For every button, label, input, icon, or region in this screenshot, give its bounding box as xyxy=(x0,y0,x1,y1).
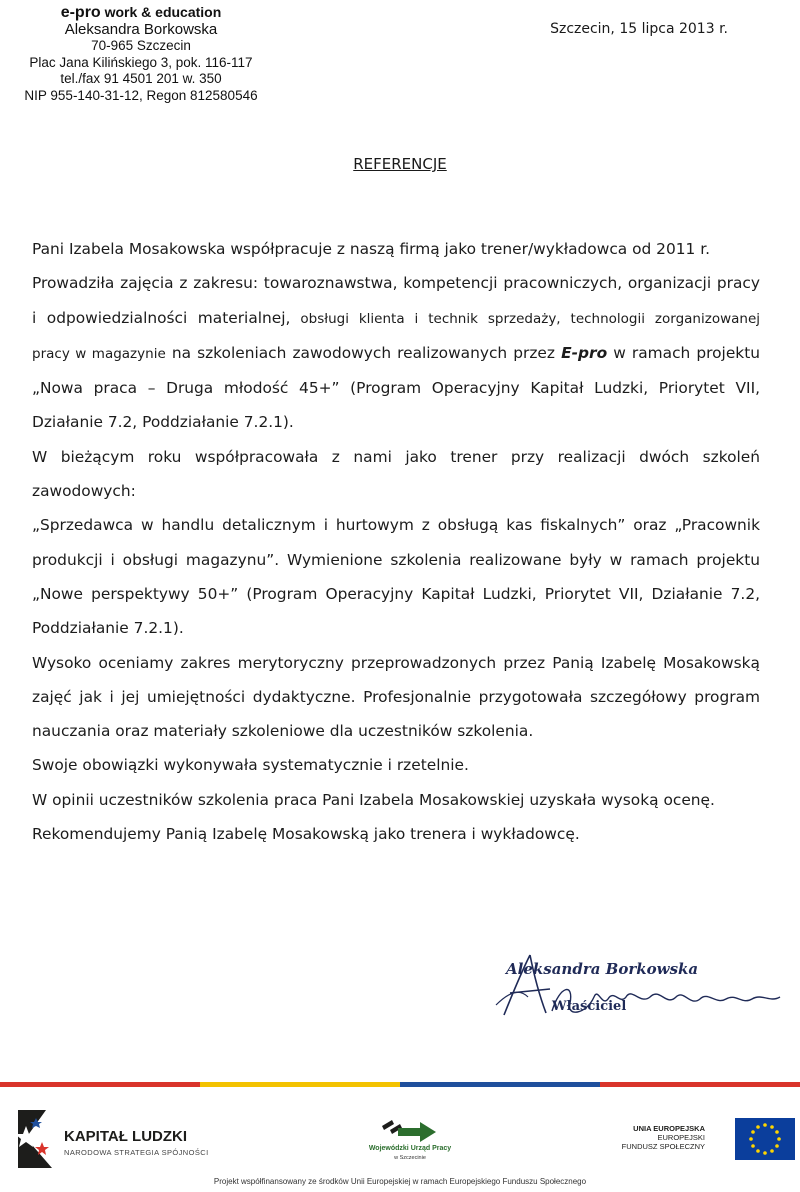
body-line: W bieżącym roku współpracowała z nami jako trener przy realizacji dwóch szkoleń xyxy=(32,447,760,466)
wup-name: Wojewódzki Urząd Pracy xyxy=(368,1145,452,1152)
wup-city: w Szczecinie xyxy=(394,1155,426,1161)
body-line: „Nowa praca – Druga młodość 45+” (Program Operacyjny Kapitał Ludzki, Priorytet VII, xyxy=(32,379,760,398)
body-line: Swoje obowiązki wykonywała systematycznie i rzetelnie. xyxy=(32,756,469,775)
color-segment xyxy=(200,1082,400,1087)
letterhead-ids: NIP 955-140-31-12, Regon 812580546 xyxy=(24,87,258,103)
body-line: zawodowych: xyxy=(32,482,136,501)
color-segment xyxy=(600,1082,800,1087)
eu-text xyxy=(622,1124,705,1151)
footer-cofinancing-note: Projekt współfinansowany ze środków Unii Europejskiej w ramach Europejskiego Funduszu Społecznego xyxy=(213,1177,587,1186)
body-line: nauczania oraz materiały szkoleniowe dla uczestników szkolenia. xyxy=(32,722,534,741)
letterhead-owner: Aleksandra Borkowska xyxy=(64,20,218,38)
body-line: Rekomendujemy Panią Izabelę Mosakowską jako trenera i wykładowcę. xyxy=(32,825,580,844)
letterhead-brand: e-pro work & education xyxy=(60,4,222,21)
body-line: Poddziałanie 7.2.1). xyxy=(32,619,184,638)
eu-union-label: UNIA EUROPEJSKA xyxy=(633,1124,705,1133)
kapital-ludzki-title: KAPITAŁ LUDZKI xyxy=(64,1128,188,1145)
epro-name: E-pro xyxy=(561,343,608,362)
body-line: produkcji i obsługi magazynu”. Wymienione szkolenia realizowane były w ramach projektu xyxy=(32,550,760,569)
kapital-ludzki-subtitle: NARODOWA STRATEGIA SPÓJNOŚCI xyxy=(64,1148,209,1157)
company-letterhead xyxy=(6,4,276,105)
body-line: „Nowe perspektywy 50+” (Program Operacyjny Kapitał Ludzki, Priorytet VII, Działanie 7.2, xyxy=(32,584,760,603)
handwritten-signature xyxy=(490,945,790,1035)
color-segment xyxy=(400,1082,600,1087)
letter-date: Szczecin, 15 lipca 2013 r. xyxy=(550,21,728,37)
letter-body xyxy=(32,232,760,851)
signature-stamp-name: Aleksandra Borkowska xyxy=(506,960,699,978)
color-segment xyxy=(0,1082,200,1087)
body-line: zajęć jak i jej umiejętności dydaktyczne. Profesjonalnie przygotowała szczegółowy program xyxy=(32,687,760,706)
eu-fund-label: EUROPEJSKI xyxy=(657,1133,705,1142)
body-line: Wysoko oceniamy zakres merytoryczny przeprowadzonych przez Panią Izabelę Mosakowską xyxy=(32,653,760,672)
letterhead-phone: tel./fax 91 4501 201 w. 350 xyxy=(60,71,222,87)
body-line: Działanie 7.2, Poddziałanie 7.2.1). xyxy=(32,413,294,432)
document-title: REFERENCJE xyxy=(353,155,447,173)
eu-flag-icon xyxy=(735,1118,795,1160)
body-line: i odpowiedzialności materialnej, obsługi klienta i technik sprzedaży, technologii zorganizowanej xyxy=(32,308,761,327)
wup-arrows-icon xyxy=(380,1118,440,1142)
body-line: pracy w magazynie na szkoleniach zawodowych realizowanych przez E-pro w ramach projektu xyxy=(32,343,760,362)
kapital-ludzki-logo xyxy=(12,1108,252,1172)
signature-block xyxy=(490,945,790,1035)
body-line: Prowadziła zajęcia z zakresu: towaroznawstwa, kompetencji pracowniczych, organizacji pracy xyxy=(32,274,760,293)
eu-logo xyxy=(570,1118,795,1160)
letterhead-address: Plac Jana Kilińskiego 3, pok. 116-117 xyxy=(29,54,253,70)
wup-logo xyxy=(360,1118,460,1168)
eu-fund-label: FUNDUSZ SPOŁECZNY xyxy=(621,1142,705,1151)
letterhead-postal: 70-965 Szczecin xyxy=(91,38,191,54)
signature-stamp-role: Właściciel xyxy=(552,999,627,1014)
body-line: W opinii uczestników szkolenia praca Pani Izabela Mosakowskiej uzyskała wysoką ocenę. xyxy=(32,790,715,809)
footer-color-bar xyxy=(0,1082,800,1087)
body-line: Pani Izabela Mosakowska współpracuje z naszą firmą jako trener/wykładowca od 2011 r. xyxy=(32,240,711,258)
kapital-ludzki-emblem-icon xyxy=(12,1108,60,1170)
body-line: „Sprzedawca w handlu detalicznym i hurtowym z obsługą kas fiskalnych” oraz „Pracownik xyxy=(32,516,760,535)
